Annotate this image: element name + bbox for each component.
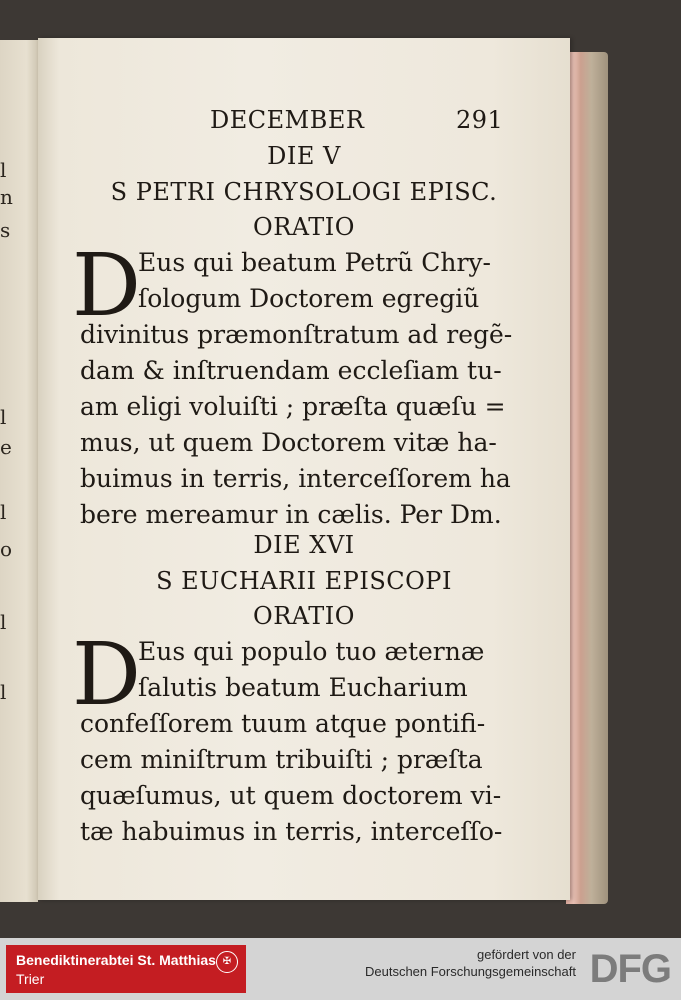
left-page-edge [0, 40, 38, 902]
text-line: mus, ut quem Doctorem vitæ ha- [80, 428, 497, 457]
institution-city: Trier [16, 971, 45, 987]
funding-line-2: Deutschen Forschungsgemeinschaft [364, 964, 576, 979]
text-line: Eus qui beatum Petrũ Chry- [138, 248, 491, 277]
saint-heading: S PETRI CHRYSOLOGI EPISC. [110, 178, 498, 206]
left-page-fragment: s [0, 218, 11, 242]
text-line: dam & inſtruendam eccleſiam tu- [80, 356, 502, 385]
text-line: ſalutis beatum Eucharium [138, 673, 468, 702]
oratio-heading: ORATIO [253, 602, 355, 630]
text-line: am eligi voluiſti ; præſta quæſu = [80, 392, 506, 421]
text-line: buimus in terris, interceſſorem ha [80, 464, 511, 493]
running-head: DECEMBER [210, 106, 365, 134]
left-page-fragment: e [0, 435, 12, 459]
day-heading: DIE XVI [253, 531, 355, 559]
drop-cap: D [72, 236, 141, 336]
text-line: bere mereamur in cælis. Per Dm. [80, 500, 502, 529]
text-line: divinitus præmonſtratum ad regẽ- [80, 320, 513, 349]
left-page-fragment: l [0, 680, 7, 704]
page-number: 291 [456, 106, 504, 134]
day-heading: DIE V [267, 142, 341, 170]
text-line: ſologum Doctorem egregiũ [138, 284, 480, 313]
dfg-logo[interactable]: DFG [589, 947, 671, 991]
text-line: quæſumus, ut quem doctorem vi- [80, 781, 502, 810]
book-page [38, 38, 570, 900]
institution-name: Benediktinerabtei St. Matthias [16, 952, 216, 968]
drop-cap: D [72, 625, 141, 725]
left-page-fragment: l [0, 158, 7, 182]
funding-notice [365, 947, 576, 979]
left-page-fragment: o [0, 537, 13, 561]
left-page-fragment: l [0, 500, 7, 524]
left-page-fragment: l [0, 610, 7, 634]
footer-bar [0, 938, 681, 1000]
saint-heading: S EUCHARII EPISCOPI [156, 567, 452, 595]
left-page-fragment: n [0, 185, 13, 209]
institution-link[interactable] [6, 945, 246, 993]
text-line: Eus qui populo tuo æternæ [138, 637, 485, 666]
funding-line-1: gefördert von der [476, 947, 576, 962]
left-page-fragment: l [0, 405, 7, 429]
text-line: cem miniſtrum tribuiſti ; præſta [80, 745, 483, 774]
text-line: tæ habuimus in terris, interceſſo- [80, 817, 503, 846]
oratio-heading: ORATIO [253, 213, 355, 241]
institution-logo-icon: ✠ [216, 951, 238, 973]
page-edges [566, 52, 608, 904]
text-line: confeſſorem tuum atque pontifi- [80, 709, 486, 738]
